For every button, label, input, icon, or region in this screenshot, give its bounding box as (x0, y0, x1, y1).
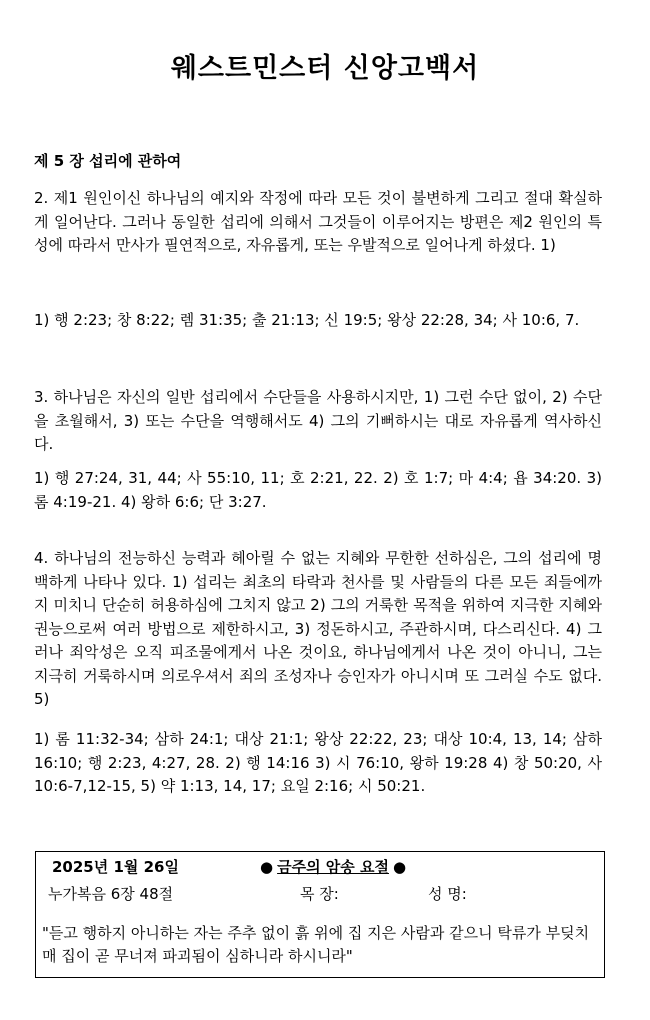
memory-verse-box (35, 851, 605, 978)
section-3-text: 3. 하나님은 자신의 일반 섭리에서 수단들을 사용하시지만, 1) 그런 수단 없이, 2) 수단을 초월해서, 3) 또는 수단을 역행해서도 4) 그의 기뻐하시는 대로 자유롭게 역사하신다. (34, 388, 602, 453)
section-2-references: 1) 행 2:23; 창 8:22; 렘 31:35; 출 21:13; 신 19:5; 왕상 22:28, 34; 사 10:6, 7. (34, 311, 580, 329)
page-title: 웨스트민스터 신앙고백서 (170, 53, 480, 84)
section-2-text: 2. 제1 원인이신 하나님의 예지와 작정에 따라 모든 것이 불변하게 그리고 절대 확실하게 일어난다. 그러나 동일한 섭리에 의해서 그것들이 이루어지는 방편은 제2 원인의 특성에 따라서 만사가 필연적으로, 자유롭게, 또는 우발적으로 일어나게 하셨다. 1) (34, 189, 602, 254)
name-label: 성 명: (428, 885, 467, 903)
section-3-references: 1) 행 27:24, 31, 44; 사 55:10, 11; 호 2:21, 22. 2) 호 1:7; 마 4:4; 욥 34:20. 3) 롬 4:19-21. 4) 왕하 6:6; 단 3:27. (34, 469, 602, 511)
memo-heading-text: 금주의 암송 요절 (277, 858, 389, 876)
bullet-icon: ● (392, 858, 407, 876)
memory-verse-text: "듣고 행하지 아니하는 자는 주추 없이 흙 위에 집 지은 사람과 같으니 탁류가 부딪치매 집이 곧 무너져 파괴됨이 심하니라 하시니라" (42, 924, 590, 965)
memo-heading (260, 856, 406, 877)
pastor-label: 목 장: (300, 885, 339, 903)
section-4-text: 4. 하나님의 전능하신 능력과 헤아릴 수 없는 지혜와 무한한 선하심은, 그의 섭리에 명백하게 나타나 있다. 1) 섭리는 최초의 타락과 천사를 및 사람들의 다른 모든 죄들에까지 미치니 단순히 허용하심에 그치지 않고 2) 그의 거룩한 목적을 위하여 지극한 지혜와 권능으로써 여러 방법으로 제한하시고, 3) 정돈하시고, 주관하시며, 다스리신다. 4) 그러나 죄악성은 오직 피조물에게서 나온 것이요, 하나님에게서 나온 것이 아니니, 그는 지극히 거룩하시며 의로우셔서 죄의 조성자나 승인자가 아니시며 또 그러실 수도 없다. 5) (34, 549, 602, 708)
verse-reference: 누가복음 6장 48절 (48, 885, 174, 903)
memo-date: 2025년 1월 26일 (52, 858, 179, 876)
bullet-icon: ● (260, 858, 274, 876)
chapter-heading: 제 5 장 섭리에 관하여 (34, 152, 182, 170)
section-4-references: 1) 롬 11:32-34; 삼하 24:1; 대상 21:1; 왕상 22:22, 23; 대상 10:4, 13, 14; 삼하 16:10; 행 2:23, 4:27, 28. 2) 행 14:16 3) 시 76:10, 왕하 19:28 4) 창 50:20, 사 10:6-7,12-15, 5) 약 1:13, 14, 17; 요일 2:16; 시 50:21. (34, 730, 602, 795)
